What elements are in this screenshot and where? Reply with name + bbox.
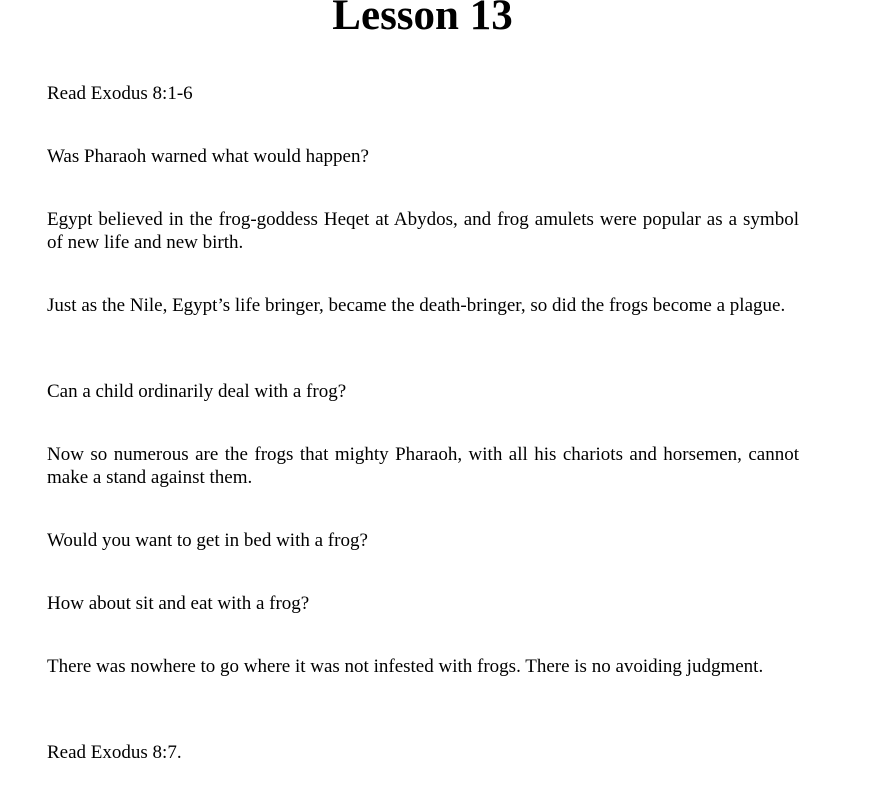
paragraph-nile: Just as the Nile, Egypt’s life bringer, became the death-bringer, so did the frogs become a plague. bbox=[47, 295, 786, 316]
paragraph-heqet: Egypt believed in the frog-goddess Heqet at Abydos, and frog amulets were popular as a symbol of new life and new birth. bbox=[47, 209, 799, 253]
paragraph-nowhere-to-go: There was nowhere to go where it was not infested with frogs. There is no avoiding judgment. bbox=[47, 656, 764, 677]
paragraph-child-frog: Can a child ordinarily deal with a frog? bbox=[47, 381, 347, 402]
paragraph-read-exodus-8-7: Read Exodus 8:7. bbox=[47, 742, 182, 763]
paragraph-eat-frog: How about sit and eat with a frog? bbox=[47, 593, 310, 614]
paragraph-bed-frog: Would you want to get in bed with a frog? bbox=[47, 530, 368, 551]
page-title: Lesson 13 bbox=[332, 0, 513, 39]
paragraph-pharaoh-warned: Was Pharaoh warned what would happen? bbox=[47, 146, 369, 167]
paragraph-read-exodus-8-1-6: Read Exodus 8:1-6 bbox=[47, 83, 193, 104]
paragraph-numerous-frogs: Now so numerous are the frogs that mighty Pharaoh, with all his chariots and horsemen, cannot make a stand against them. bbox=[47, 444, 799, 488]
